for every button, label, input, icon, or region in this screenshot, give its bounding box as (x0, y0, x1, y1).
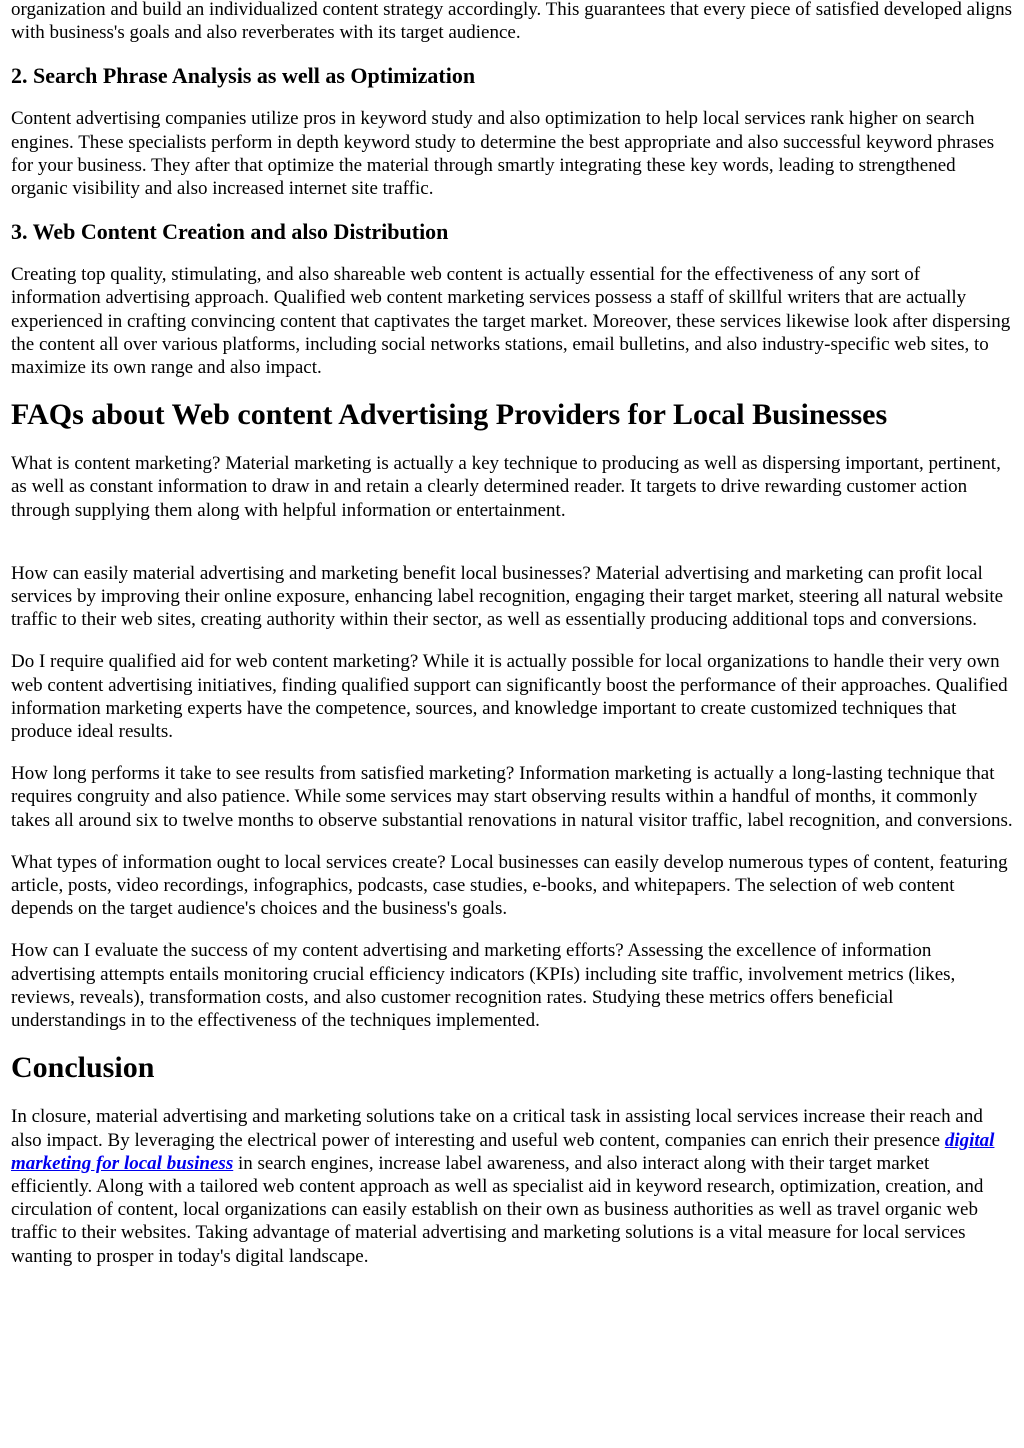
section-heading-content-creation: 3. Web Content Creation and also Distribution (11, 219, 449, 245)
section-heading-keyword-analysis: 2. Search Phrase Analysis as well as Optimization (11, 63, 476, 89)
section-paragraph-keyword-analysis: Content advertising companies utilize pros in keyword study and also optimization to help local services rank higher on search engines. These specialists perform in depth keyword study to determine the best appropriate and also successful keyword phrases for your business. They after that optimize the material through smartly integrating these key words, leading to strengthened organic visibility and also increased internet site traffic. (11, 108, 995, 200)
faqs-heading: FAQs about Web content Advertising Providers for Local Businesses (11, 398, 888, 432)
section-paragraph-content-creation: Creating top quality, stimulating, and also shareable web content is actually essential for the effectiveness of any sort of information advertising approach. Qualified web content marketing services possess a staff of skillful writers that are actually experienced in crafting convincing content that captivates the target market. Moreover, these services likewise look after dispersing the content all over various platforms, including social networks stations, email bulletins, and also industry-specific web sites, to maximize its own range and also impact. (11, 264, 1011, 379)
faq-item: What is content marketing? Material marketing is actually a key technique to producing as well as dispersing important, pertinent, as well as constant information to draw in and retain a clearly determined reader. It targets to drive rewarding customer action through supplying them along with helpful information or entertainment. (11, 453, 1001, 521)
faq-item: How can easily material advertising and marketing benefit local businesses? Material advertising and marketing can profit local services by improving their online exposure, enhancing label recognition, engaging their target market, steering all natural website traffic to their web sites, creating authority within their sector, as well as essentially producing additional tops and conversions. (11, 562, 1004, 631)
faq-item: Do I require qualified aid for web content marketing? While it is actually possible for local organizations to handle their very own web content advertising initiatives, finding qualified support can significantly boost the performance of their approaches. Qualified information marketing experts have the competence, sources, and knowledge important to create customized techniques that produce ideal results. (11, 651, 1008, 743)
faq-item: What types of information ought to local services create? Local businesses can easily develop numerous types of content, featuring article, posts, video recordings, infographics, podcasts, case studies, e-books, and whitepapers. The selection of web content depends on the target audience's choices and the business's goals. (11, 851, 1008, 920)
conclusion-text-after-link: in search engines, increase label awareness, and also interact along with their target market efficiently. Along with a tailored web content approach as well as specialist aid in keyword research, optimization, creation, and circulation of content, local organizations can easily establish on their own as business authorities as well as travel organic web traffic to their websites. Taking advantage of material advertising and marketing solutions is a vital measure for local services wanting to prosper in today's digital landscape. (11, 1152, 984, 1267)
conclusion-heading: Conclusion (11, 1051, 155, 1085)
conclusion-text-before-link: In closure, material advertising and marketing solutions take on a critical task in assisting local services increase their reach and also impact. By leveraging the electrical power of interesting and useful web content, companies can enrich their presence (11, 1106, 983, 1151)
intro-paragraph: organization and build an individualized content strategy accordingly. This guarantees that every piece of satisfied developed aligns with business's goals and also reverberates with its target audience. (11, 0, 1013, 44)
conclusion-paragraph (11, 1105, 1013, 1267)
faq-item: How can I evaluate the success of my content advertising and marketing efforts? Assessing the excellence of information advertising attempts entails monitoring crucial efficiency indicators (KPIs) including site traffic, involvement metrics (likes, reviews, reveals), transformation costs, and also customer recognition rates. Studying these metrics offers beneficial understandings in to the effectiveness of the techniques implemented. (11, 940, 956, 1032)
digital-marketing-link[interactable]: digital marketing for local business (11, 1129, 995, 1174)
faq-item: How long performs it take to see results from satisfied marketing? Information marketing is actually a long-lasting technique that requires congruity and also patience. While some services may start observing results within a handful of months, it commonly takes all around six to twelve months to observe substantial renovations in natural visitor traffic, label recognition, and conversions. (11, 763, 1013, 831)
